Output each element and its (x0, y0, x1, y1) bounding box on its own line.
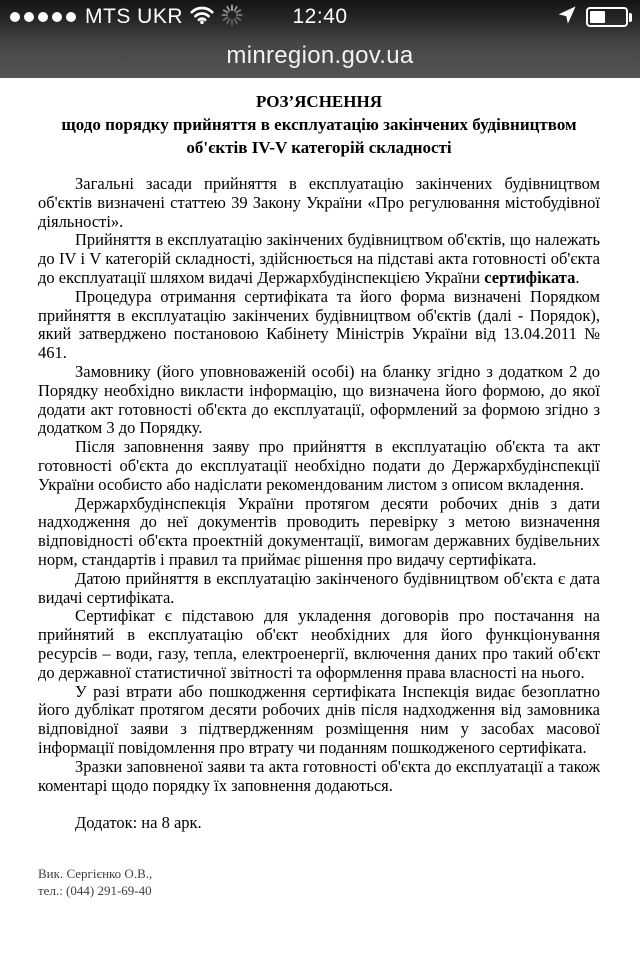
paragraph: Прийняття в експлуатацію закінчених будівництвом об'єктів, що належать до IV і V категорій складності, здійснюється на підставі акта готовності об'єкта до експлуатації шляхом видачі Держархбудінспекцією України сертифіката. (38, 230, 600, 287)
phone-line: тел.: (044) 291-69-40 (38, 883, 152, 899)
status-bar-left-group (10, 0, 243, 34)
paragraph: Датою прийняття в експлуатацію закінченого будівництвом об'єкта є дата видачі сертифіката. (38, 568, 600, 607)
url-bar[interactable] (0, 34, 640, 78)
carrier-label: MTS UKR (85, 5, 183, 28)
paragraph: У разі втрати або пошкодження сертифіката Інспекція видає безоплатно його дублікат протягом десяти робочих днів після надходження від замовника відповідної заяви з підтвердженням розміщення ним у засобах масової інформації повідомлення про втрату чи поданням пошкодженого сертифіката. (38, 681, 600, 757)
browser-chrome (0, 0, 640, 78)
page-url[interactable]: minregion.gov.ua (226, 42, 414, 69)
clock: 12:40 (292, 5, 348, 28)
document-subtitle-line2: об'єктів IV-V категорій складності (186, 138, 452, 157)
document-title: РОЗ’ЯСНЕННЯ (256, 92, 382, 111)
battery-icon (586, 7, 632, 27)
battery-nub (629, 13, 632, 22)
document-heading (38, 90, 600, 159)
battery-fill (590, 11, 605, 23)
document-page (0, 78, 640, 960)
signal-strength-icon (10, 12, 76, 22)
status-bar (0, 0, 640, 34)
network-activity-spinner-icon (221, 4, 243, 31)
paragraph: Сертифікат є підставою для укладення договорів про постачання на прийнятий в експлуатацію об'єкт необхідних для його функціонування ресурсів – води, газу, тепла, електроенергії, включення даних про такий об'єкт до державної статистичної звітності та оформлення права власності на нього. (38, 606, 600, 682)
document-subtitle-line1: щодо порядку прийняття в експлуатацію закінчених будівництвом (61, 115, 577, 134)
paragraph: Замовнику (його уповноваженій особі) на бланку згідно з додатком 2 до Порядку необхідно викласти інформацію, що визначена його формою, до якої додати акт готовності об'єкта до експлуатації, оформлений за формою згідно з додатком 3 до Порядку. (38, 361, 600, 438)
status-bar-right-group (557, 0, 632, 34)
document-paragraphs (38, 175, 600, 833)
annex-line: Додаток: на 8 арк. (75, 813, 202, 833)
wifi-icon (190, 5, 214, 29)
document-footer (38, 865, 600, 899)
paragraph: Загальні засади прийняття в експлуатацію закінчених будівництвом об'єктів визначені статтею 39 Закону України «Про регулювання містобудівної діяльності». (38, 174, 600, 231)
paragraph: Після заповнення заяву про прийняття в експлуатацію об'єкта та акт готовності об'єкта до експлуатації необхідно подати до Держархбудінспекції України особисто або надіслати рекомендованим листом з описом вкладення. (38, 437, 600, 494)
location-arrow-icon (557, 5, 577, 30)
executor-line: Вик. Сергієнко О.В., (38, 866, 153, 882)
paragraph: Держархбудінспекція України протягом десяти робочих днів з дати надходження до неї документів проводить перевірку з метою визначення відповідності об'єкта проектній документації, вимогам державних будівельних норм, стандартів і правил та приймає рішення про видачу сертифіката. (38, 493, 600, 569)
paragraph: Зразки заповненої заяви та акта готовності об'єкта до експлуатації а також коментарі щодо порядку їх заповнення додаються. (38, 756, 600, 795)
paragraph: Процедура отримання сертифіката та його форма визначені Порядком прийняття в експлуатацію закінчених будівництвом об'єктів (далі - Порядок), який затверджено постановою Кабінету Міністрів України від 13.04.2011 № 461. (38, 286, 600, 363)
